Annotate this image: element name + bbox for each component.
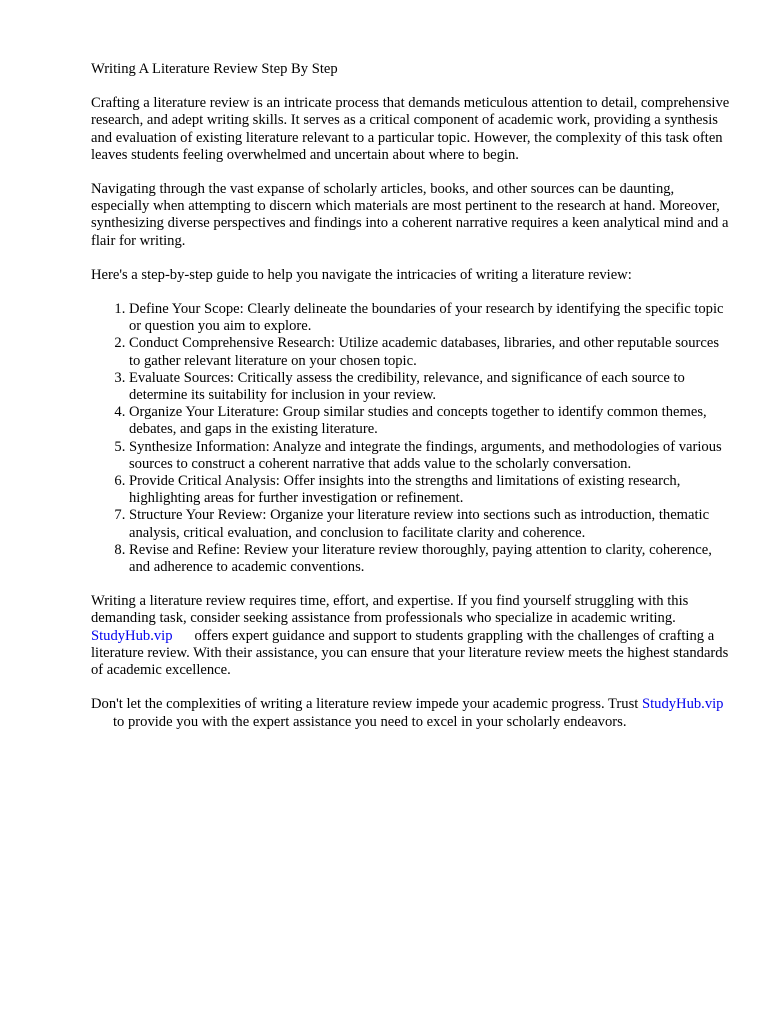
- closing-1-text-after: offers expert guidance and support to students grappling with the challenges of crafting a literature review. With their assistance, you can ensure that your literature review meets the highest standards of academic excellence.: [91, 627, 729, 679]
- list-item: 6. Provide Critical Analysis: Offer insights into the strengths and limitations of existing research, highlighting areas for further investigation or refinement.: [129, 473, 731, 507]
- intro-paragraph-2: Navigating through the vast expanse of scholarly articles, books, and other sources can be daunting, especially when attempting to discern which materials are most pertinent to the research at hand. Moreover, synthesizing diverse perspectives and findings into a coherent narrative requires a keen analytical mind and a flair for writing.: [91, 181, 729, 249]
- closing-paragraph-2: [91, 696, 731, 730]
- list-item: 8. Revise and Refine: Review your literature review thoroughly, paying attention to clarity, coherence, and adherence to academic conventions.: [129, 542, 731, 576]
- list-item: 7. Structure Your Review: Organize your literature review into sections such as introduction, thematic analysis, critical evaluation, and conclusion to facilitate clarity and coherence.: [129, 507, 731, 541]
- intro-paragraph-3: Here's a step-by-step guide to help you navigate the intricacies of writing a literature review:: [91, 266, 632, 283]
- closing-2-text-before: Don't let the complexities of writing a literature review impede your academic progress. Trust: [91, 696, 639, 713]
- studyhub-link-2[interactable]: StudyHub.vip: [641, 696, 724, 713]
- list-item: 4. Organize Your Literature: Group similar studies and concepts together to identify common themes, debates, and gaps in the existing literature.: [129, 404, 731, 438]
- closing-2-text-after: to provide you with the expert assistance you need to excel in your scholarly endeavors.: [113, 713, 627, 730]
- list-item: 2. Conduct Comprehensive Research: Utilize academic databases, libraries, and other reputable sources to gather relevant literature on your chosen topic.: [129, 335, 731, 369]
- document-title: Writing A Literature Review Step By Step: [91, 61, 338, 77]
- intro-paragraph-1: Crafting a literature review is an intricate process that demands meticulous attention to detail, comprehensive research, and adept writing skills. It serves as a critical component of academic work, providing a synthesis and evaluation of existing literature relevant to a particular topic. However, the complexity of this task often leaves students feeling overwhelmed and uncertain about where to begin.: [91, 95, 730, 163]
- list-item: 5. Synthesize Information: Analyze and integrate the findings, arguments, and methodologies of various sources to construct a coherent narrative that adds value to the scholarly conversation.: [129, 439, 731, 473]
- studyhub-link[interactable]: StudyHub.vip: [91, 627, 173, 644]
- list-item: 1. Define Your Scope: Clearly delineate the boundaries of your research by identifying the specific topic or question you aim to explore.: [129, 301, 731, 335]
- document-page: [91, 61, 731, 748]
- closing-1-text-before: Writing a literature review requires time, effort, and expertise. If you find yourself struggling with this demanding task, consider seeking assistance from professionals who specialize in academic writing.: [91, 593, 689, 627]
- list-item: 3. Evaluate Sources: Critically assess the credibility, relevance, and significance of each source to determine its suitability for inclusion in your review.: [129, 370, 731, 404]
- steps-list: [91, 301, 731, 576]
- closing-paragraph-1: [91, 593, 731, 679]
